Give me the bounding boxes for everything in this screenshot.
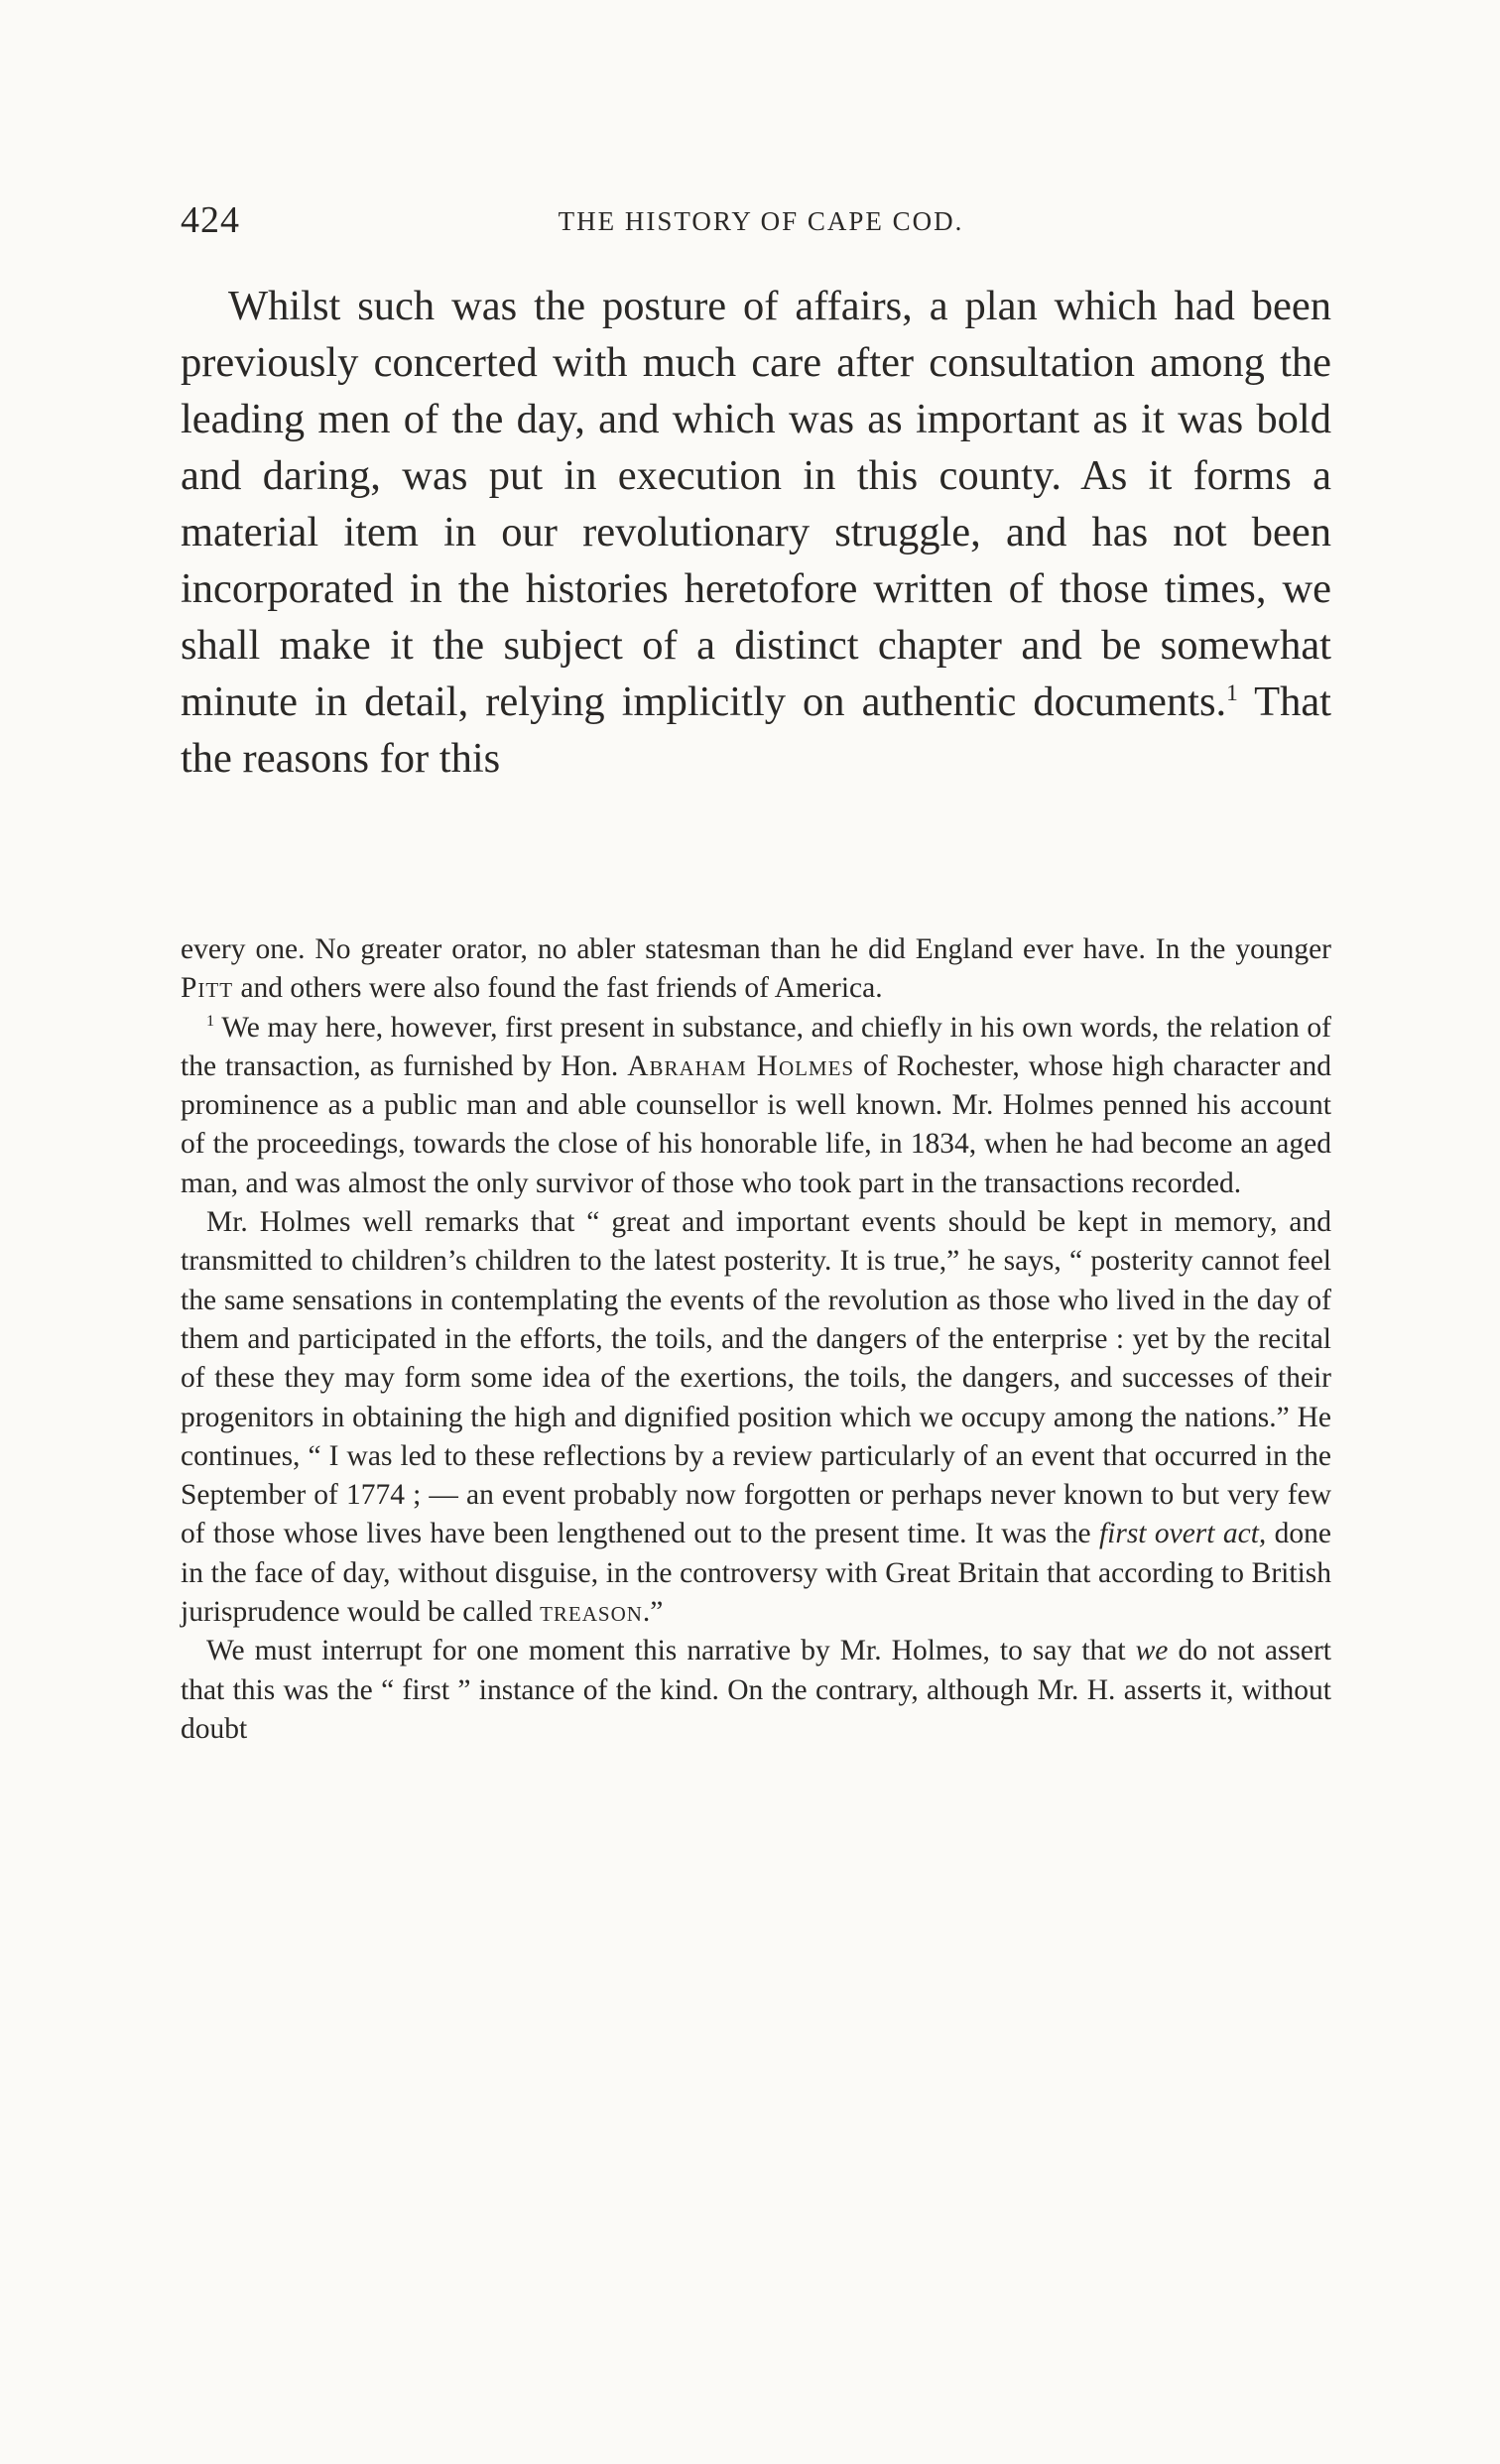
footnote-reference: 1 [1226, 679, 1238, 706]
footnote-text: We may here, however, first present in substance, and chiefly in his own words, the relation of the transaction, as furnished by Hon. [181, 1011, 1331, 1082]
footnote-text: and others were also found the fast friends of America. [233, 972, 883, 1005]
footnote-paragraph-3 [181, 1632, 1331, 1749]
main-paragraph-text: Whilst such was the posture of affairs, a plan which had been previously concerted with much care after consultation among the leading men of the day, and which was as important as it was bold and daring, was put in execution in this county. As it forms a material item in our revolutionary struggle, and has not been incorporated in the histories heretofore written of those times, we shall make it the subject of a distinct chapter and be somewhat minute in detail, relying implicitly on authentic documents. [181, 283, 1331, 725]
page-header [181, 198, 1331, 248]
footnote-marker: 1 [206, 1011, 215, 1030]
emphasis-we: we [1135, 1635, 1169, 1667]
footnote-text: do not assert that this was the “ first ” instance of the kind. On the contrary, although Mr. H. asserts it, without doubt [181, 1635, 1331, 1745]
footnote-paragraph-2 [181, 1203, 1331, 1632]
name-pitt: Pitt [181, 972, 234, 1005]
footnote-text: every one. No greater orator, no abler statesman than he did England ever have. In the younger [181, 933, 1331, 965]
footnote-continued [181, 930, 1331, 1009]
footnote-text: of Rochester, whose high character and prominence as a public man and able counsellor is well known. Mr. Holmes penned his account of the proceedings, towards the close of his honorable life, in 1834, when he had become an aged man, and was almost the only survivor of those who took part in the transactions recorded. [181, 1049, 1332, 1199]
emphasis-first-overt-act: first overt act, [1098, 1518, 1267, 1550]
footnote-text: .” [642, 1596, 664, 1629]
footnote-1 [181, 1009, 1331, 1203]
footnote-text: We must interrupt for one moment this narrative by Mr. Holmes, to say that [206, 1635, 1136, 1667]
main-paragraph-end: That the reasons for this [181, 678, 1331, 782]
running-title: THE HISTORY OF CAPE COD. [558, 206, 964, 236]
main-paragraph [181, 278, 1331, 787]
page-number: 424 [181, 199, 240, 241]
footnote-text: Mr. Holmes well remarks that “ great and important events should be kept in memory, and transmitted to children’s children to the latest posterity. It is true,” he says, “ posterity cannot feel the same sensations in contemplating the events of the revolution as those who lived in the day of them and participated in the efforts, the toils, and the dangers of the enterprise : yet by the recital of these they may form some idea of the exertions, the toils, the dangers, and successes of their progenitors in obtaining the high and dignified position which we occupy among the nations.” He continues, “ I was led to these reflections by a review particularly of an event that occurred in the September of 1774 ; — an event probably now forgotten or perhaps never known to but very few of those whose lives have been lengthened out to the present time. It was the [181, 1206, 1331, 1550]
footnote-text: done in the face of day, without disguise, in the controversy with Great Britain that according to British jurisprudence would be called [181, 1518, 1331, 1629]
footnotes [181, 930, 1331, 1749]
name-abraham-holmes: Abraham Holmes [627, 1049, 855, 1082]
word-treason: treason [540, 1596, 643, 1629]
